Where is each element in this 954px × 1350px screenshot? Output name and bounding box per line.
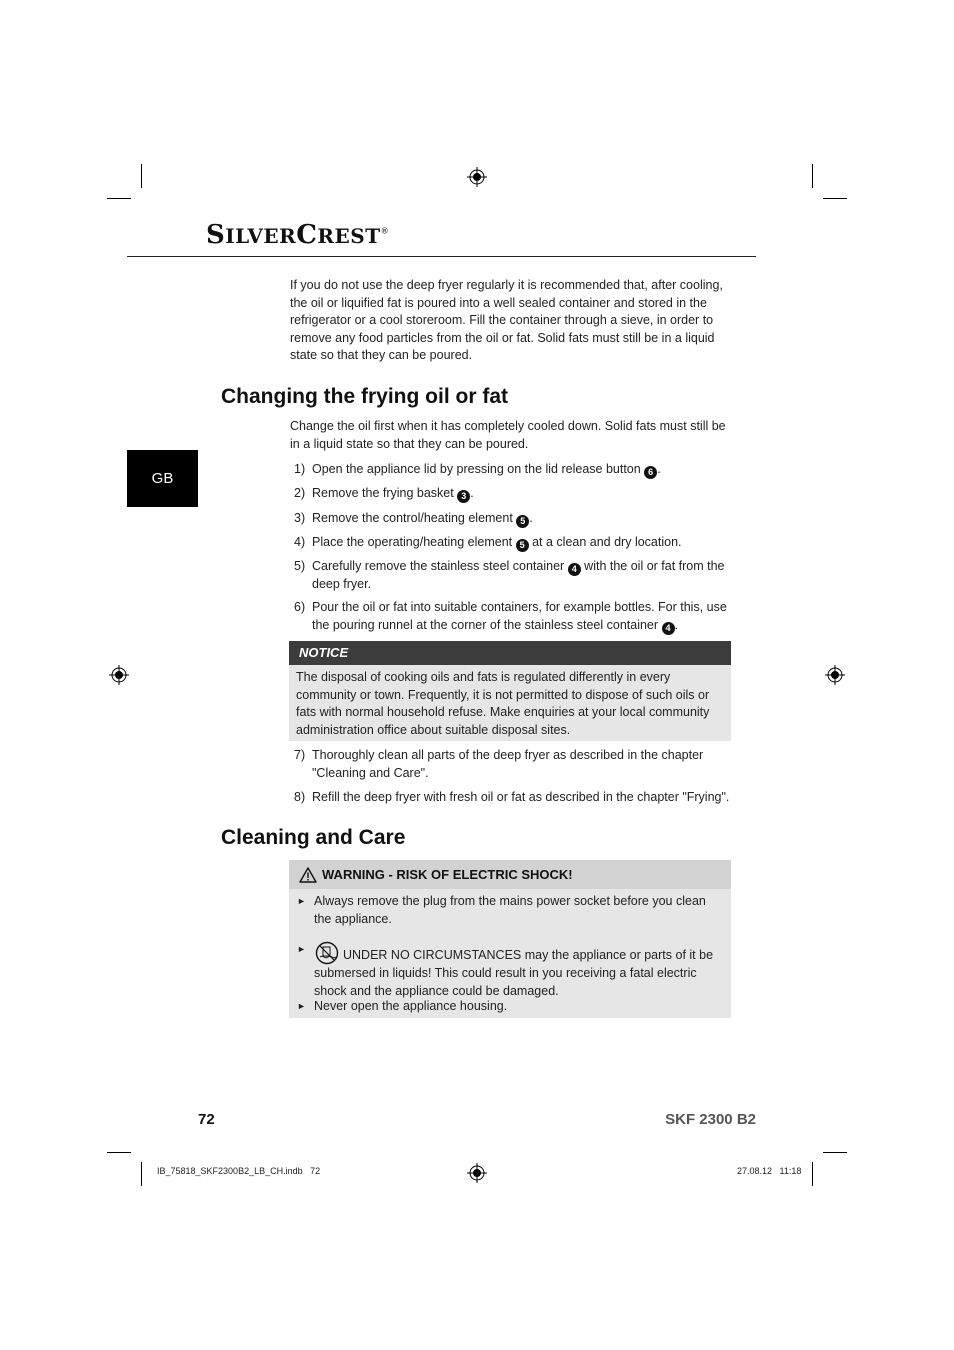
section-title: Changing the frying oil or fat bbox=[221, 385, 508, 408]
no-submerge-icon bbox=[314, 941, 340, 965]
warning-item: ► Never open the appliance housing. bbox=[297, 998, 725, 1016]
step-item: 3) Remove the control/heating element 5 . bbox=[294, 511, 533, 526]
step-item: 7) Thoroughly clean all parts of the deep fryer as described in the chapter "Cleaning and Care". bbox=[294, 748, 704, 780]
warning-title: WARNING - RISK OF ELECTRIC SHOCK! bbox=[322, 867, 573, 882]
crop-mark bbox=[107, 1152, 131, 1153]
crop-mark bbox=[823, 198, 847, 199]
crop-mark bbox=[812, 1162, 813, 1186]
file-slug: IB_75818_SKF2300B2_LB_CH.indb 72 bbox=[157, 1166, 321, 1176]
step-item: 1) Open the appliance lid by pressing on the lid release button 6 . bbox=[294, 462, 661, 477]
date-time-slug: 27.08.12 11:18 bbox=[737, 1166, 802, 1176]
part-number-icon: 3 bbox=[457, 490, 470, 503]
step-item: 4) Place the operating/heating element 5 at a clean and dry location. bbox=[294, 535, 682, 550]
registration-mark-icon bbox=[109, 665, 129, 685]
part-number-icon: 5 bbox=[516, 515, 529, 528]
notice-title: NOTICE bbox=[289, 641, 731, 665]
arrow-bullet-icon: ► bbox=[297, 944, 306, 954]
step-item: 6) Pour the oil or fat into suitable containers, for example bottles. For this, use the pouring runnel at the corner of the stainless steel container 4 . bbox=[294, 600, 727, 633]
warning-item: ► UNDER NO CIRCUMSTANCES may the appliance or parts of it be submersed in liquids! This could result in you receiving a fatal electric shock and the appliance could be damaged. bbox=[297, 941, 725, 1000]
step-item: 8) Refill the deep fryer with fresh oil or fat as described in the chapter "Frying". bbox=[294, 790, 730, 804]
warning-triangle-icon bbox=[299, 867, 317, 883]
registration-mark-icon bbox=[467, 1163, 487, 1183]
brand-logo: SILVERCREST® bbox=[206, 220, 390, 250]
warning-item: ► Always remove the plug from the mains power socket before you clean the appliance. bbox=[297, 894, 706, 926]
language-tab: GB bbox=[127, 450, 198, 507]
step-item: 2) Remove the frying basket 3 . bbox=[294, 486, 474, 501]
crop-mark bbox=[823, 1152, 847, 1153]
registration-mark-icon bbox=[467, 167, 487, 187]
registration-mark-icon bbox=[825, 665, 845, 685]
part-number-icon: 5 bbox=[516, 539, 529, 552]
arrow-bullet-icon: ► bbox=[297, 896, 306, 906]
crop-mark bbox=[141, 1162, 142, 1186]
notice-box bbox=[289, 641, 731, 741]
crop-mark bbox=[107, 198, 131, 199]
intro-paragraph: If you do not use the deep fryer regularly it is recommended that, after cooling, the oil or liquified fat is poured into a well sealed container and stored in the refrigerator or a cool storeroom. Fill the container through a sieve, in order to remove any food particles from the oil or fat. Solid fats must still be in a liquid state so that they can be poured. bbox=[290, 278, 723, 362]
part-number-icon: 4 bbox=[568, 563, 581, 576]
crop-mark bbox=[141, 164, 142, 188]
arrow-bullet-icon: ► bbox=[297, 1001, 306, 1011]
page-number: 72 bbox=[198, 1111, 215, 1128]
warning-header bbox=[289, 860, 731, 889]
part-number-icon: 6 bbox=[644, 466, 657, 479]
part-number-icon: 4 bbox=[662, 622, 675, 635]
crop-mark bbox=[812, 164, 813, 188]
step-item: 5) Carefully remove the stainless steel container 4 with the oil or fat from the deep fryer. bbox=[294, 559, 725, 591]
section-intro: Change the oil first when it has completely cooled down. Solid fats must still be in a liquid state so that they can be poured. bbox=[290, 419, 726, 451]
warning-box bbox=[289, 860, 731, 1018]
model-number: SKF 2300 B2 bbox=[665, 1111, 756, 1128]
section-title: Cleaning and Care bbox=[221, 826, 406, 849]
notice-text: The disposal of cooking oils and fats is regulated differently in every community or town. Frequently, it is not permitted to dispose of such oils or fats with normal household refuse. Make enquiries at your local community administration office about suitable disposal sites. bbox=[296, 670, 710, 737]
header-rule bbox=[127, 256, 756, 257]
